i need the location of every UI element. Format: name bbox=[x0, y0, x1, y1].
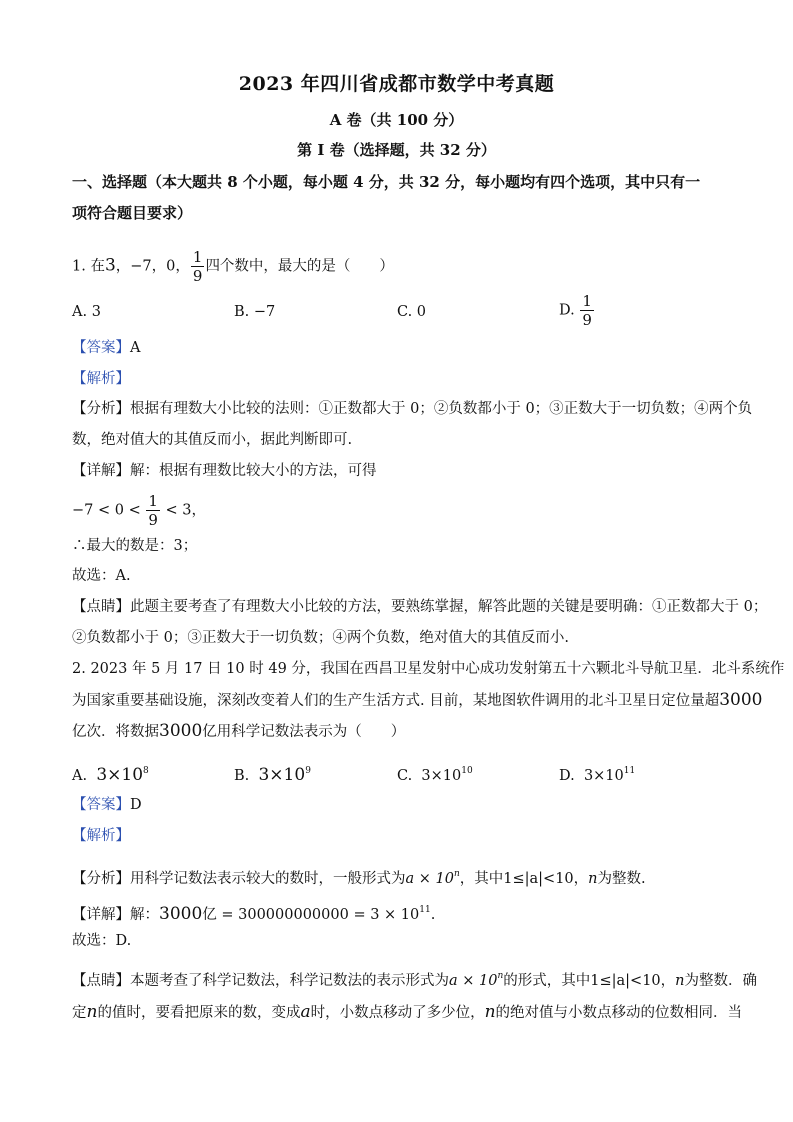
q1-analysis-tag bbox=[72, 369, 130, 389]
q1-number-0: 0 bbox=[166, 258, 176, 275]
dianjing-text: 此题主要考查了有理数大小比较的方法，要熟练掌握，解答此题的关键是要明确：①正数都大于 0； bbox=[130, 599, 768, 615]
q1-sep: ， bbox=[151, 258, 167, 275]
math-form: a × 10 bbox=[405, 871, 454, 887]
q1-fenxi-line-1 bbox=[72, 399, 752, 419]
q2-number: 3000 bbox=[159, 721, 203, 741]
dianjing-text: ， bbox=[660, 973, 676, 989]
fraction-numerator: 1 bbox=[192, 248, 203, 266]
q1-xiangjie bbox=[72, 461, 377, 481]
q1-inequality bbox=[72, 492, 206, 529]
q1-suffix: 四个数中，最大的是（ ） bbox=[205, 258, 394, 275]
option-exponent: 9 bbox=[305, 766, 311, 776]
math-var: n bbox=[675, 973, 685, 989]
option-label: A. bbox=[72, 768, 88, 784]
option-exponent: 10 bbox=[461, 766, 473, 776]
math-var: a bbox=[300, 1002, 311, 1022]
dianjing-text: 为整数．确 bbox=[684, 973, 757, 989]
dianjing-text: 本题考查了科学记数法，科学记数法的表示形式为 bbox=[130, 973, 449, 989]
q2-option-b bbox=[234, 761, 311, 786]
fenxi-text: ， bbox=[573, 871, 589, 887]
option-base: 3×10 bbox=[421, 768, 462, 784]
q2-stem-line-2 bbox=[72, 690, 762, 711]
math-var: n bbox=[86, 1002, 98, 1022]
q2-text: 亿用科学记数法表示为（ ） bbox=[202, 724, 406, 740]
answer-tag: 【答案】 bbox=[72, 797, 130, 813]
q1-dianjing-line-2: ②负数都小于 0；③正数大于一切负数；④两个负数，绝对值大的其值反而小. bbox=[72, 630, 569, 646]
option-label: D. bbox=[559, 768, 575, 784]
option-exponent: 11 bbox=[623, 766, 636, 776]
q1-option-d-fraction bbox=[580, 292, 594, 329]
dianjing-text: 时，小数点移动了多少位， bbox=[310, 1005, 485, 1021]
dianjing-text: 定 bbox=[72, 1005, 87, 1021]
dianjing-text: 的绝对值与小数点移动的位数相同．当 bbox=[495, 1005, 743, 1021]
xiangjie-text: . bbox=[430, 907, 436, 923]
math-exponent: n bbox=[497, 971, 504, 981]
q2-xiangjie bbox=[72, 900, 435, 925]
q2-choice: 故选：D. bbox=[72, 933, 132, 949]
analysis-tag: 【解析】 bbox=[72, 828, 130, 844]
q1-stem bbox=[72, 248, 394, 285]
xiangjie-text: 解： bbox=[130, 907, 159, 923]
option-base: 3×10 bbox=[583, 768, 624, 784]
q2-option-c bbox=[397, 761, 473, 786]
q1-choice: 故选：A. bbox=[72, 568, 131, 584]
q2-number: 3000 bbox=[719, 690, 763, 710]
dianjing-tag: 【点睛】 bbox=[72, 973, 130, 989]
math-var: n bbox=[484, 1002, 496, 1022]
inequality-fraction bbox=[146, 492, 160, 529]
volume-heading: A 卷（共 100 分） bbox=[329, 111, 464, 129]
fenxi-tag: 【分析】 bbox=[72, 401, 130, 417]
q1-fraction bbox=[191, 248, 205, 285]
q1-option-c: C. 0 bbox=[397, 304, 427, 320]
q1-option-b: B. −7 bbox=[234, 304, 276, 320]
xiangjie-tag: 【详解】 bbox=[72, 463, 130, 479]
option-label: B. bbox=[234, 768, 250, 784]
q1-number-neg7: −7 bbox=[130, 258, 152, 275]
fenxi-text: 为整数. bbox=[597, 871, 646, 887]
q2-stem-line-3 bbox=[72, 721, 405, 742]
fenxi-tag: 【分析】 bbox=[72, 871, 130, 887]
document-title: 2023 年四川省成都市数学中考真题 bbox=[238, 73, 555, 95]
q1-dianjing-line-1 bbox=[72, 597, 767, 617]
q2-answer bbox=[72, 795, 142, 815]
math-range: 1≤|a|<10 bbox=[590, 973, 661, 989]
q2-option-a bbox=[72, 761, 149, 786]
analysis-tag: 【解析】 bbox=[72, 371, 130, 387]
q1-prefix: 1. 在 bbox=[72, 258, 105, 275]
q2-stem-line-1: 2. 2023 年 5 月 17 日 10 时 49 分，我国在西昌卫星发射中心成功发射第五十六颗北斗导航卫星．北斗系统作 bbox=[72, 661, 785, 677]
xiangjie-tag: 【详解】 bbox=[72, 907, 130, 923]
xiangjie-number: 3000 bbox=[159, 904, 203, 924]
part-heading: 第 I 卷（选择题，共 32 分） bbox=[297, 141, 496, 159]
fraction-numerator: 1 bbox=[148, 492, 158, 510]
math-var: n bbox=[588, 871, 598, 887]
q1-sep: ， bbox=[115, 258, 131, 275]
section-heading-line-2: 项符合题目要求） bbox=[72, 204, 193, 222]
option-label: D. bbox=[559, 302, 575, 319]
q2-text: 为国家重要基础设施，深刻改变着人们的生产生活方式. 目前，某地图软件调用的北斗卫星日定位量超 bbox=[72, 693, 720, 709]
q2-dianjing-line-1 bbox=[72, 966, 757, 991]
math-form: a × 10 bbox=[449, 973, 498, 989]
q2-dianjing-line-2 bbox=[72, 1002, 742, 1023]
dianjing-text: 的形式，其中 bbox=[503, 973, 591, 989]
q2-analysis-tag bbox=[72, 826, 130, 846]
fraction-numerator: 1 bbox=[582, 292, 592, 310]
q1-fenxi-line-2: 数，绝对值大的其值反而小，据此判断即可. bbox=[72, 432, 353, 448]
section-heading-line-1: 一、选择题（本大题共 8 个小题，每小题 4 分，共 32 分，每小题均有四个选项，其中只有一 bbox=[72, 173, 701, 191]
q1-option-a: A. 3 bbox=[72, 304, 101, 320]
fenxi-text: 根据有理数大小比较的法则：①正数都大于 0；②负数都小于 0；③正数大于一切负数；④两个负 bbox=[130, 401, 753, 417]
math-exponent: n bbox=[453, 869, 460, 879]
dianjing-text: 的值时，要看把原来的数，变成 bbox=[97, 1005, 301, 1021]
option-exponent: 8 bbox=[143, 766, 149, 776]
q1-conclusion: ∴最大的数是：3； bbox=[72, 538, 198, 554]
q2-fenxi bbox=[72, 864, 646, 889]
fraction-denominator: 9 bbox=[582, 311, 592, 329]
q1-answer bbox=[72, 338, 140, 358]
option-base: 3×10 bbox=[258, 765, 306, 785]
option-label: C. bbox=[397, 768, 413, 784]
answer-value: D bbox=[130, 797, 142, 813]
inequality-right: < 3， bbox=[165, 502, 206, 519]
xiangjie-text: 解：根据有理数比较大小的方法，可得 bbox=[130, 463, 377, 479]
xiangjie-text: 亿 = 300000000000 = 3 × 10 bbox=[202, 907, 420, 923]
q2-option-d bbox=[559, 761, 635, 786]
q1-option-d bbox=[559, 292, 595, 329]
fenxi-text: 用科学记数法表示较大的数时，一般形式为 bbox=[130, 871, 406, 887]
q1-sep: ， bbox=[175, 258, 190, 275]
math-range: 1≤|a|<10 bbox=[503, 871, 574, 887]
answer-tag: 【答案】 bbox=[72, 340, 130, 356]
q1-number-3: 3 bbox=[104, 255, 116, 276]
answer-value: A bbox=[130, 340, 141, 356]
dianjing-tag: 【点睛】 bbox=[72, 599, 130, 615]
math-exponent: 11 bbox=[419, 905, 431, 915]
fraction-denominator: 9 bbox=[148, 511, 158, 529]
fenxi-text: ，其中 bbox=[459, 871, 504, 887]
inequality-left: −7 < 0 < bbox=[72, 502, 141, 519]
q2-text: 亿次．将数据 bbox=[72, 724, 159, 740]
option-base: 3×10 bbox=[96, 765, 144, 785]
fraction-denominator: 9 bbox=[192, 267, 203, 285]
